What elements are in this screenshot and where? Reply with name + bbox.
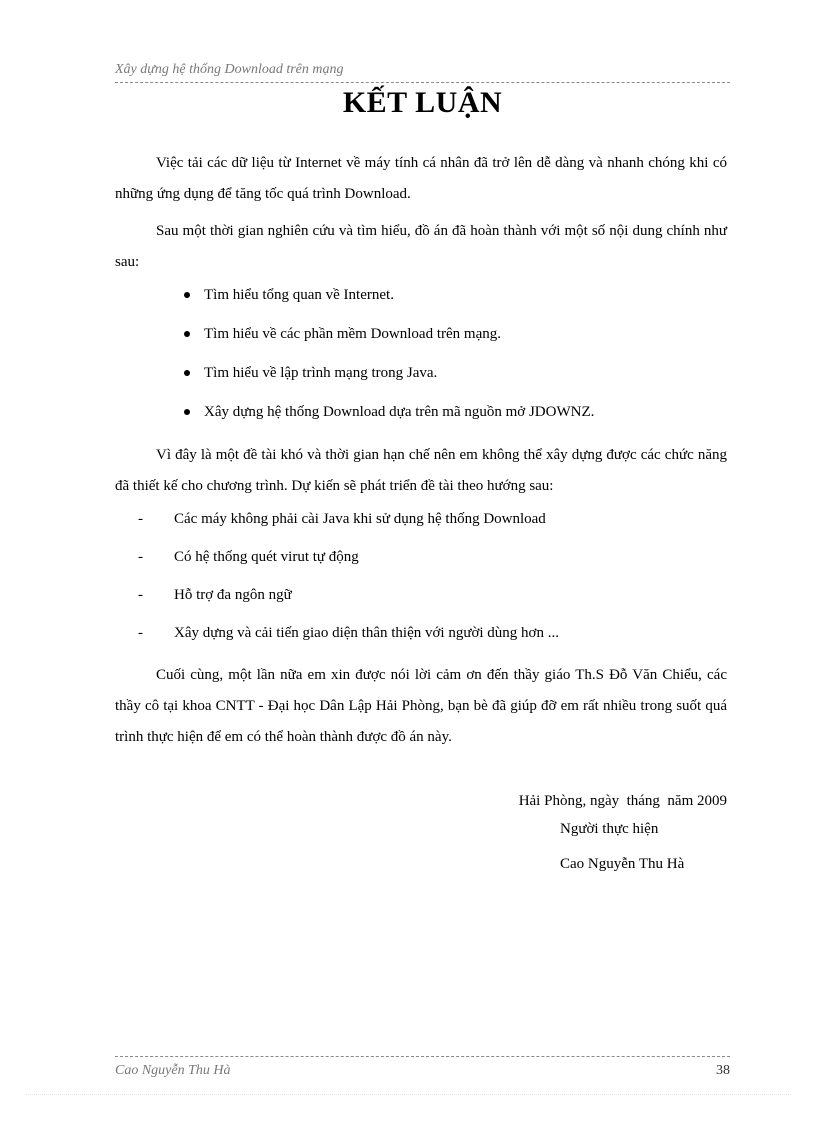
signature-role: Người thực hiện xyxy=(560,821,659,837)
list-item xyxy=(115,546,727,568)
dash-icon: - xyxy=(138,549,143,565)
dash-icon: - xyxy=(138,625,143,641)
list-item xyxy=(115,508,727,530)
results-intro-paragraph: Sau một thời gian nghiên cứu và tìm hiểu, đồ án đã hoàn thành với một số nội dung chính như sau: xyxy=(115,223,727,270)
list-item-text: Tìm hiểu tổng quan về Internet. xyxy=(204,287,394,303)
page-bottom-divider xyxy=(25,1094,791,1095)
list-item xyxy=(115,323,727,345)
list-item-text: Xây dựng và cải tiến giao diện thân thiện với người dùng hơn ... xyxy=(174,625,559,641)
list-item-text: Tìm hiểu về lập trình mạng trong Java. xyxy=(204,365,438,381)
list-item-text: Các máy không phải cài Java khi sử dụng hệ thống Download xyxy=(174,511,546,527)
results-list xyxy=(115,284,727,423)
document-body xyxy=(115,148,727,759)
intro-paragraph: Việc tải các dữ liệu từ Internet về máy tính cá nhân đã trở lên dễ dàng và nhanh chóng khi có những ứng dụng để tăng tốc quá trình Download. xyxy=(115,155,727,202)
bullet-icon xyxy=(184,331,190,337)
dash-icon: - xyxy=(138,511,143,527)
list-item xyxy=(115,284,727,306)
bullet-icon xyxy=(184,292,190,298)
footer-author: Cao Nguyễn Thu Hà xyxy=(115,1063,231,1078)
bullet-icon xyxy=(184,409,190,415)
list-item-text: Xây dựng hệ thống Download dựa trên mã nguồn mở JDOWNZ. xyxy=(204,404,595,420)
list-item xyxy=(115,622,727,644)
running-header: Xây dựng hệ thống Download trên mạng xyxy=(115,60,730,83)
future-list xyxy=(115,508,727,644)
future-intro-paragraph: Vì đây là một đề tài khó và thời gian hạn chế nên em không thể xây dựng được các chức năng đã thiết kế cho chương trình. Dự kiến sẽ phát triển đề tài theo hướng sau: xyxy=(115,447,727,494)
signature-name: Cao Nguyễn Thu Hà xyxy=(560,856,685,872)
bullet-icon xyxy=(184,370,190,376)
list-item xyxy=(115,362,727,384)
page-title: KẾT LUẬN xyxy=(342,86,503,119)
list-item-text: Hỗ trợ đa ngôn ngữ xyxy=(174,587,292,603)
list-item xyxy=(115,584,727,606)
signature-block xyxy=(115,790,727,875)
page-footer xyxy=(115,1056,730,1081)
thanks-paragraph: Cuối cùng, một lần nữa em xin được nói lời cảm ơn đến thầy giáo Th.S Đỗ Văn Chiểu, các thầy cô tại khoa CNTT - Đại học Dân Lập Hải Phòng, bạn bè đã giúp đỡ em rất nhiều trong suốt quá trình thực hiện để em có thể hoàn thành được đồ án này. xyxy=(115,667,727,745)
list-item-text: Tìm hiểu về các phần mềm Download trên mạng. xyxy=(204,326,501,342)
list-item-text: Có hệ thống quét virut tự động xyxy=(174,549,359,565)
dash-icon: - xyxy=(138,587,143,603)
list-item xyxy=(115,401,727,423)
page-number: 38 xyxy=(716,1063,730,1078)
signature-date: Hải Phòng, ngày tháng năm 2009 xyxy=(518,793,727,809)
